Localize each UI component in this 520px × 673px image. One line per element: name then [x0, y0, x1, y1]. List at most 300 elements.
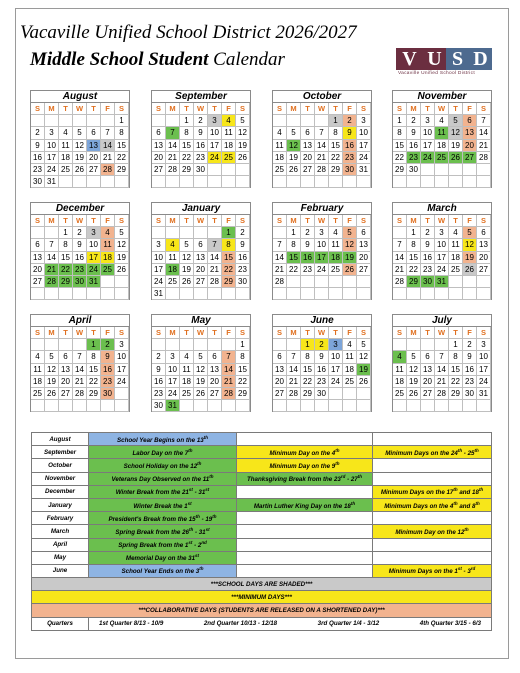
calendar-day: 20: [421, 376, 435, 388]
calendar-day: 15: [115, 140, 129, 152]
calendar-day: 17: [208, 140, 222, 152]
calendar-day: 19: [194, 376, 208, 388]
month-may: [151, 314, 251, 412]
empty-day: [73, 400, 87, 412]
empty-day: [45, 227, 59, 239]
legend-minimum-days: Minimum Days on the 1st - 3rd: [373, 564, 492, 577]
weekday-header: S: [152, 327, 166, 339]
calendar-day: 3: [87, 227, 101, 239]
calendar-day: 1: [449, 339, 463, 351]
calendar-day: 10: [357, 127, 371, 139]
shaded-note-row: [32, 578, 492, 591]
empty-day: [180, 288, 194, 300]
month-name: April: [31, 315, 129, 327]
weekday-header: F: [101, 327, 115, 339]
empty-day: [393, 288, 407, 300]
empty-day: [357, 276, 371, 288]
calendar-day: 1: [115, 115, 129, 127]
calendar-day: 28: [166, 164, 180, 176]
empty-day: [329, 276, 343, 288]
calendar-title-bold: Middle School Student: [30, 49, 209, 70]
calendar-day: 15: [301, 364, 315, 376]
calendar-day: 28: [45, 276, 59, 288]
weekday-header: T: [87, 215, 101, 227]
calendar-day: 16: [463, 364, 477, 376]
calendar-day: 23: [194, 152, 208, 164]
empty-day: [115, 276, 129, 288]
empty-day: [87, 400, 101, 412]
calendar-day: 17: [166, 376, 180, 388]
weekday-header: T: [59, 103, 73, 115]
calendar-day: 6: [31, 239, 45, 251]
weekday-header: W: [315, 103, 329, 115]
calendar-day: 24: [152, 276, 166, 288]
weekday-header: M: [45, 327, 59, 339]
empty-day: [315, 276, 329, 288]
calendar-day: 25: [59, 164, 73, 176]
weekday-header: S: [236, 103, 250, 115]
calendar-day: 6: [152, 127, 166, 139]
legend-month: October: [32, 459, 89, 472]
calendar-day: 27: [421, 388, 435, 400]
month-november: [392, 90, 492, 188]
calendar-day: 21: [101, 152, 115, 164]
empty-day: [166, 115, 180, 127]
month-october: [272, 90, 372, 188]
calendar-day: 1: [180, 115, 194, 127]
calendar-day: 1: [87, 339, 101, 351]
empty-day: [222, 339, 236, 351]
empty-day: [449, 164, 463, 176]
empty-day: [393, 400, 407, 412]
calendar-day: 6: [273, 351, 287, 363]
calendar-day: 3: [357, 115, 371, 127]
empty-day: [180, 400, 194, 412]
month-name: September: [152, 91, 250, 103]
logo-letter-d: D: [469, 48, 492, 70]
calendar-day: 8: [287, 239, 301, 251]
calendar-day: 24: [435, 264, 449, 276]
calendar-day: 7: [73, 351, 87, 363]
weekday-header: T: [59, 327, 73, 339]
calendar-day: 13: [194, 252, 208, 264]
calendar-day: 25: [435, 152, 449, 164]
calendar-day: 3: [435, 227, 449, 239]
empty-day: [421, 164, 435, 176]
legend-event: Thanksgiving Break from the 23rd - 27th: [237, 472, 373, 485]
calendar-day: 27: [31, 276, 45, 288]
calendar-day: 1: [393, 115, 407, 127]
calendar-day: 5: [407, 351, 421, 363]
collab-note: ***COLLABORATIVE DAYS (STUDENTS ARE RELEASED ON A SHORTENED DAY)***: [32, 604, 492, 617]
empty-day: [463, 276, 477, 288]
legend-minimum-days: [373, 472, 492, 485]
empty-day: [236, 164, 250, 176]
calendar-day: 1: [59, 227, 73, 239]
calendar-day: 6: [194, 239, 208, 251]
weekday-header: S: [152, 215, 166, 227]
empty-day: [194, 400, 208, 412]
empty-day: [463, 288, 477, 300]
calendar-day: 19: [287, 152, 301, 164]
weekday-header: F: [343, 103, 357, 115]
calendar-day: 4: [393, 351, 407, 363]
calendar-day: 19: [180, 264, 194, 276]
weekday-header: W: [194, 327, 208, 339]
calendar-day: 25: [31, 388, 45, 400]
calendar-day: 11: [435, 127, 449, 139]
empty-day: [421, 400, 435, 412]
calendar-day: 9: [343, 127, 357, 139]
calendar-day: 3: [152, 239, 166, 251]
calendar-day: 5: [180, 239, 194, 251]
month-days-grid: [273, 215, 371, 300]
calendar-day: 14: [101, 140, 115, 152]
empty-day: [407, 288, 421, 300]
weekday-header: F: [463, 327, 477, 339]
weekday-header: S: [236, 215, 250, 227]
calendar-day: 27: [194, 276, 208, 288]
weekday-header: W: [73, 327, 87, 339]
calendar-day: 8: [87, 351, 101, 363]
weekday-header: M: [45, 103, 59, 115]
calendar-day: 12: [194, 364, 208, 376]
calendar-day: 14: [208, 252, 222, 264]
calendar-day: 26: [407, 388, 421, 400]
empty-day: [273, 339, 287, 351]
weekday-header: F: [222, 215, 236, 227]
calendar-day: 2: [315, 339, 329, 351]
calendar-day: 3: [45, 127, 59, 139]
calendar-day: 20: [59, 376, 73, 388]
calendar-day: 18: [101, 252, 115, 264]
weekday-header: S: [236, 327, 250, 339]
empty-day: [222, 164, 236, 176]
calendar-day: 13: [421, 364, 435, 376]
calendar-day: 9: [236, 239, 250, 251]
weekday-header: T: [208, 215, 222, 227]
empty-day: [357, 400, 371, 412]
calendar-day: 12: [45, 364, 59, 376]
calendar-day: 14: [477, 127, 491, 139]
calendar-day: 12: [449, 127, 463, 139]
month-days-grid: [152, 215, 250, 300]
calendar-day: 28: [477, 152, 491, 164]
month-days-grid: [152, 327, 250, 412]
calendar-day: 27: [87, 164, 101, 176]
empty-day: [449, 288, 463, 300]
calendar-day: 25: [449, 264, 463, 276]
calendar-day: 22: [236, 376, 250, 388]
calendar-day: 1: [407, 227, 421, 239]
calendar-day: 9: [194, 127, 208, 139]
calendar-day: 27: [59, 388, 73, 400]
empty-day: [59, 400, 73, 412]
weekday-header: W: [194, 215, 208, 227]
empty-day: [287, 288, 301, 300]
calendar-day: 21: [315, 152, 329, 164]
calendar-day: 12: [236, 127, 250, 139]
month-august: [30, 90, 130, 188]
month-days-grid: [393, 215, 491, 300]
calendar-day: 22: [287, 264, 301, 276]
month-name: August: [31, 91, 129, 103]
empty-day: [449, 176, 463, 188]
calendar-day: 23: [315, 376, 329, 388]
calendar-day: 25: [166, 276, 180, 288]
calendar-day: 12: [73, 140, 87, 152]
empty-day: [194, 288, 208, 300]
weekday-header: W: [435, 215, 449, 227]
weekday-header: W: [435, 103, 449, 115]
calendar-day: 4: [101, 227, 115, 239]
calendar-day: 24: [87, 264, 101, 276]
calendar-day: 2: [31, 127, 45, 139]
calendar-day: 11: [101, 239, 115, 251]
calendar-day: 22: [301, 376, 315, 388]
calendar-day: 1: [236, 339, 250, 351]
legend-minimum-days: [373, 538, 492, 551]
calendar-day: 21: [435, 376, 449, 388]
calendar-day: 26: [115, 264, 129, 276]
calendar-day: 11: [343, 351, 357, 363]
calendar-day: 13: [273, 364, 287, 376]
empty-day: [273, 115, 287, 127]
calendar-day: 14: [222, 364, 236, 376]
empty-day: [73, 115, 87, 127]
empty-day: [301, 400, 315, 412]
weekday-header: F: [463, 215, 477, 227]
calendar-day: 5: [45, 351, 59, 363]
calendar-day: 9: [421, 239, 435, 251]
calendar-day: 21: [222, 376, 236, 388]
calendar-day: 8: [393, 127, 407, 139]
calendar-day: 11: [329, 239, 343, 251]
calendar-day: 5: [73, 127, 87, 139]
calendar-day: 14: [315, 140, 329, 152]
calendar-day: 18: [31, 376, 45, 388]
empty-day: [329, 388, 343, 400]
calendar-day: 15: [287, 252, 301, 264]
calendar-day: 9: [463, 351, 477, 363]
calendar-day: 22: [407, 264, 421, 276]
calendar-day: 18: [273, 152, 287, 164]
weekday-header: W: [73, 215, 87, 227]
empty-day: [194, 176, 208, 188]
legend-row: [32, 551, 492, 564]
calendar-day: 10: [166, 364, 180, 376]
empty-day: [166, 176, 180, 188]
weekday-header: S: [357, 327, 371, 339]
calendar-day: 7: [166, 127, 180, 139]
calendar-day: 17: [115, 364, 129, 376]
empty-day: [208, 164, 222, 176]
legend-event: [237, 551, 373, 564]
calendar-day: 28: [435, 388, 449, 400]
weekday-header: T: [301, 327, 315, 339]
weekday-header: S: [31, 103, 45, 115]
minimum-note-row: [32, 591, 492, 604]
calendar-day: 30: [194, 164, 208, 176]
calendar-day: 17: [329, 364, 343, 376]
legend-event: Minimum Day on the 9th: [237, 459, 373, 472]
legend-month: November: [32, 472, 89, 485]
empty-day: [115, 176, 129, 188]
calendar-day: 10: [315, 239, 329, 251]
empty-day: [357, 288, 371, 300]
calendar-day: 25: [343, 376, 357, 388]
empty-day: [87, 115, 101, 127]
calendar-day: 2: [194, 115, 208, 127]
empty-day: [31, 400, 45, 412]
weekday-header: W: [194, 103, 208, 115]
empty-day: [222, 288, 236, 300]
weekday-header: M: [287, 215, 301, 227]
calendar-title: [30, 49, 285, 71]
calendar-day: 19: [45, 376, 59, 388]
empty-day: [31, 288, 45, 300]
empty-day: [208, 227, 222, 239]
calendar-day: 23: [421, 264, 435, 276]
calendar-day: 8: [449, 351, 463, 363]
weekday-header: F: [222, 103, 236, 115]
calendar-day: 5: [357, 339, 371, 351]
legend-month: April: [32, 538, 89, 551]
empty-day: [73, 176, 87, 188]
calendar-day: 2: [463, 339, 477, 351]
calendar-day: 5: [287, 127, 301, 139]
month-days-grid: [393, 103, 491, 188]
calendar-day: 16: [194, 140, 208, 152]
empty-day: [301, 288, 315, 300]
calendar-day: 20: [87, 152, 101, 164]
legend-event: [237, 564, 373, 577]
calendar-day: 28: [101, 164, 115, 176]
empty-day: [343, 176, 357, 188]
weekday-header: F: [222, 327, 236, 339]
calendar-day: 6: [421, 351, 435, 363]
calendar-day: 13: [301, 140, 315, 152]
weekday-header: T: [208, 103, 222, 115]
legend-minimum-days: [373, 459, 492, 472]
weekday-header: S: [31, 215, 45, 227]
calendar-day: 31: [477, 388, 491, 400]
weekday-header: T: [208, 327, 222, 339]
legend-holiday: School Year Begins on the 13th: [89, 433, 237, 446]
calendar-day: 6: [477, 227, 491, 239]
weekday-header: M: [166, 103, 180, 115]
empty-day: [101, 276, 115, 288]
shaded-note: ***SCHOOL DAYS ARE SHADED***: [32, 578, 492, 591]
empty-day: [421, 288, 435, 300]
quarters-list: [89, 617, 492, 630]
calendar-day: 3: [329, 339, 343, 351]
calendar-day: 22: [59, 264, 73, 276]
calendar-day: 13: [208, 364, 222, 376]
weekday-header: S: [273, 327, 287, 339]
calendar-day: 27: [477, 264, 491, 276]
empty-day: [222, 400, 236, 412]
calendar-day: 21: [287, 376, 301, 388]
calendar-day: 10: [115, 351, 129, 363]
calendar-day: 14: [273, 252, 287, 264]
calendar-day: 24: [115, 376, 129, 388]
calendar-day: 9: [31, 140, 45, 152]
month-january: [151, 202, 251, 300]
calendar-day: 4: [166, 239, 180, 251]
calendar-day: 16: [301, 252, 315, 264]
calendar-day: 26: [73, 164, 87, 176]
calendar-day: 14: [166, 140, 180, 152]
weekday-header: F: [343, 327, 357, 339]
empty-day: [407, 400, 421, 412]
calendar-day: 13: [31, 252, 45, 264]
calendar-day: 11: [222, 127, 236, 139]
empty-day: [435, 164, 449, 176]
calendar-day: 26: [463, 264, 477, 276]
empty-day: [152, 227, 166, 239]
legend-row: [32, 472, 492, 485]
calendar-day: 1: [329, 115, 343, 127]
calendar-day: 22: [393, 152, 407, 164]
calendar-day: 13: [357, 239, 371, 251]
legend-event: [237, 525, 373, 538]
month-june: [272, 314, 372, 412]
month-name: May: [152, 315, 250, 327]
weekday-header: W: [315, 327, 329, 339]
empty-day: [236, 288, 250, 300]
empty-day: [45, 288, 59, 300]
calendar-day: 24: [208, 152, 222, 164]
empty-day: [194, 227, 208, 239]
calendar-day: 12: [407, 364, 421, 376]
legend-row: [32, 512, 492, 525]
month-name: December: [31, 203, 129, 215]
month-december: [30, 202, 130, 300]
weekday-header: T: [449, 103, 463, 115]
calendar-day: 9: [407, 127, 421, 139]
calendar-day: 21: [208, 264, 222, 276]
weekday-header: M: [45, 215, 59, 227]
calendar-day: 18: [329, 252, 343, 264]
calendar-day: 6: [208, 351, 222, 363]
calendar-day: 27: [463, 152, 477, 164]
month-days-grid: [31, 103, 129, 188]
empty-day: [273, 176, 287, 188]
legend-holiday: Veterans Day Observed on the 11th: [89, 472, 237, 485]
calendar-title-rest: Calendar: [208, 49, 285, 70]
empty-day: [287, 176, 301, 188]
legend-row: [32, 459, 492, 472]
legend-holiday: Winter Break the 1st: [89, 498, 237, 511]
weekday-header: S: [477, 327, 491, 339]
legend-row: [32, 564, 492, 577]
calendar-day: 18: [222, 140, 236, 152]
legend-event: [237, 485, 373, 498]
empty-day: [45, 339, 59, 351]
calendar-day: 16: [407, 140, 421, 152]
calendar-day: 21: [166, 152, 180, 164]
empty-day: [477, 400, 491, 412]
calendar-day: 2: [101, 339, 115, 351]
calendar-day: 28: [73, 388, 87, 400]
empty-day: [449, 400, 463, 412]
month-september: [151, 90, 251, 188]
calendar-day: 8: [407, 239, 421, 251]
calendar-day: 18: [343, 364, 357, 376]
empty-day: [357, 388, 371, 400]
legend-month: March: [32, 525, 89, 538]
